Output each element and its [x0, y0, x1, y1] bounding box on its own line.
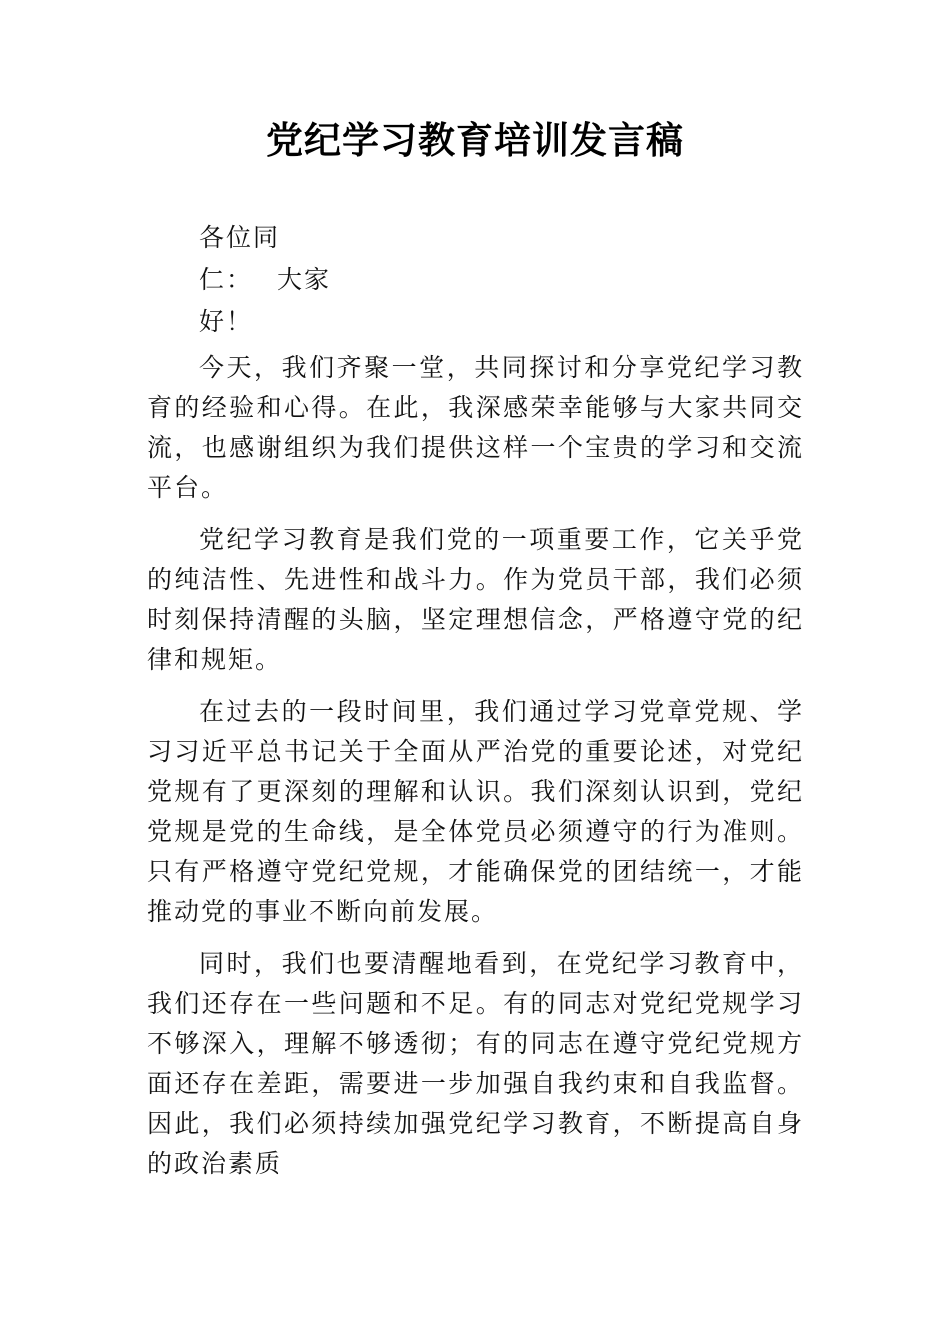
paragraph-2: 党纪学习教育是我们党的一项重要工作，它关乎党的纯洁性、先进性和战斗力。作为党员干部，我们必须时刻保持清醒的头脑，坚定理想信念，严格遵守党的纪律和规矩。	[147, 525, 804, 674]
document-body	[147, 218, 804, 1196]
paragraph-1: 今天，我们齐聚一堂，共同探讨和分享党纪学习教育的经验和心得。在此，我深感荣幸能够与大家共同交流，也感谢组织为我们提供这样一个宝贵的学习和交流平台。	[147, 353, 804, 502]
paragraph-3: 在过去的一段时间里，我们通过学习党章党规、学习习近平总书记关于全面从严治党的重要论述，对党纪党规有了更深刻的理解和认识。我们深刻认识到，党纪党规是党的生命线，是全体党员必须遵守的行为准则。只有严格遵守党纪党规，才能确保党的团结统一，才能推动党的事业不断向前发展。	[147, 697, 804, 926]
greeting-colleagues: 仁：	[199, 265, 254, 294]
greeting-line-2	[199, 260, 804, 300]
document-title: 党纪学习教育培训发言稿	[266, 118, 684, 162]
greeting-everyone: 大家	[276, 265, 331, 294]
greeting-line-3: 好！	[199, 307, 254, 336]
paragraph-4: 同时，我们也要清醒地看到，在党纪学习教育中，我们还存在一些问题和不足。有的同志对党纪党规学习不够深入，理解不够透彻；有的同志在遵守党纪党规方面还存在差距，需要进一步加强自我约束和自我监督。因此，我们必须持续加强党纪学习教育，不断提高自身的政治素质	[147, 949, 804, 1178]
greeting-line-1: 各位同	[199, 223, 281, 252]
